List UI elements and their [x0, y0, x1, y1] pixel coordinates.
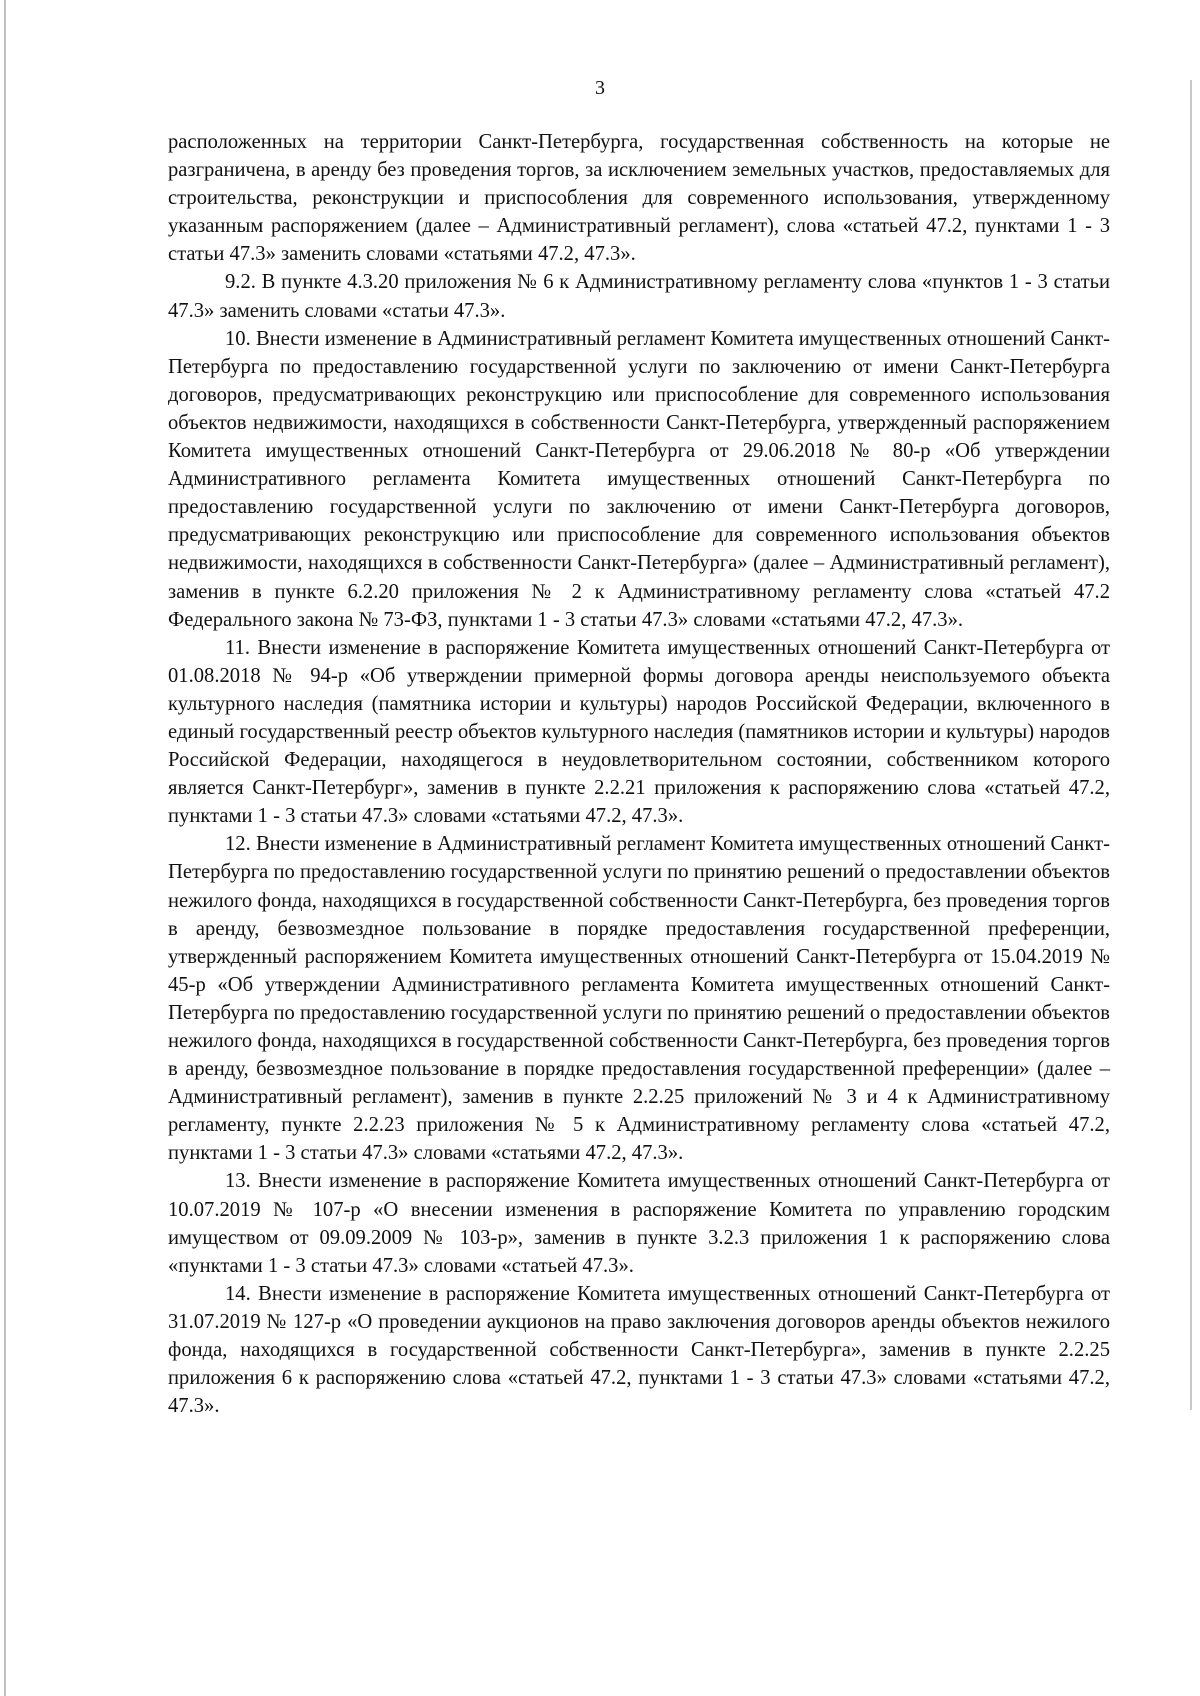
paragraph-item-11: 11. Внести изменение в распоряжение Комитета имущественных отношений Санкт-Петербурга от 01.08.2018 № 94-р «Об утверждении примерной формы договора аренды неиспользуемого объекта культурного наследия (памятника истории и культуры) народов Российской Федерации, включенного в единый государственный реестр объектов культурного наследия (памятников истории и культуры) народов Российской Федерации, находящегося в неудовлетворительном состоянии, собственником которого является Санкт-Петербург», заменив в пункте 2.2.21 приложения к распоряжению слова «статьей 47.2, пунктами 1 - 3 статьи 47.3» словами «статьями 47.2, 47.3». — [168, 636, 1110, 828]
paragraph-continuation: расположенных на территории Санкт-Петербурга, государственная собственность на которые не разграничена, в аренду без проведения торгов, за исключением земельных участков, предоставляемых для строительства, реконструкции и приспособления для современного использования, утвержденному указанным распоряжением (далее – Административный регламент), слова «статьей 47.2, пунктами 1 - 3 статьи 47.3» заменить словами «статьями 47.2, 47.3». — [168, 131, 1110, 266]
left-scan-edge — [4, 0, 6, 1696]
page-number: 3 — [595, 77, 605, 99]
paragraph-item-13: 13. Внести изменение в распоряжение Комитета имущественных отношений Санкт-Петербурга от 10.07.2019 № 107-р «О внесении изменения в распоряжение Комитета по управлению городским имуществом от 09.09.2009 № 103-р», заменив в пункте 3.2.3 приложения 1 к распоряжению слова «пунктами 1 - 3 статьи 47.3» словами «статьей 47.3». — [168, 1170, 1110, 1277]
document-body — [168, 128, 1110, 1420]
paragraph-item-12: 12. Внести изменение в Административный регламент Комитета имущественных отношений Санкт-Петербурга по предоставлению государственной услуги по принятию решений о предоставлении объектов нежилого фонда, находящихся в государственной собственности Санкт-Петербурга, без проведения торгов в аренду, безвозмездное пользование в порядке предоставления государственной преференции, утвержденный распоряжением Комитета имущественных отношений Санкт-Петербурга от 15.04.2019 № 45-р «Об утверждении Административного регламента Комитета имущественных отношений Санкт-Петербурга по предоставлению государственной услуги по принятию решений о предоставлении объектов нежилого фонда, находящихся в государственной собственности Санкт-Петербурга, без проведения торгов в аренду, безвозмездное пользование в порядке предоставления государственной преференции» (далее – Административный регламент), заменив в пункте 2.2.25 приложений № 3 и 4 к Административному регламенту, пункте 2.2.23 приложения № 5 к Административному регламенту слова «статьей 47.2, пунктами 1 - 3 статьи 47.3» словами «статьями 47.2, 47.3». — [168, 833, 1110, 1165]
paragraph-item-10: 10. Внести изменение в Административный регламент Комитета имущественных отношений Санкт-Петербурга по предоставлению государственной услуги по заключению от имени Санкт-Петербурга договоров, предусматривающих реконструкцию или приспособление для современного использования объектов недвижимости, находящихся в собственности Санкт-Петербурга, утвержденный распоряжением Комитета имущественных отношений Санкт-Петербурга от 29.06.2018 № 80-р «Об утверждении Административного регламента Комитета имущественных отношений Санкт-Петербурга по предоставлению государственной услуги по заключению от имени Санкт-Петербурга договоров, предусматривающих реконструкцию или приспособление для современного использования объектов недвижимости, находящихся в собственности Санкт-Петербурга» (далее – Административный регламент), заменив в пункте 6.2.20 приложения № 2 к Административному регламенту слова «статьей 47.2 Федерального закона № 73-ФЗ, пунктами 1 - 3 статьи 47.3» словами «статьями 47.2, 47.3». — [168, 327, 1110, 631]
right-scan-edge — [1190, 80, 1192, 1410]
paragraph-item-14: 14. Внести изменение в распоряжение Комитета имущественных отношений Санкт-Петербурга от 31.07.2019 № 127-р «О проведении аукционов на право заключения договоров аренды объектов нежилого фонда, находящихся в государственной собственности Санкт-Петербурга», заменив в пункте 2.2.25 приложения 6 к распоряжению слова «статьей 47.2, пунктами 1 - 3 статьи 47.3» словами «статьями 47.2, 47.3». — [168, 1282, 1110, 1418]
paragraph-item-9-2: 9.2. В пункте 4.3.20 приложения № 6 к Административному регламенту слова «пунктов 1 - 3 статьи 47.3» заменить словами «статьи 47.3». — [168, 271, 1110, 322]
